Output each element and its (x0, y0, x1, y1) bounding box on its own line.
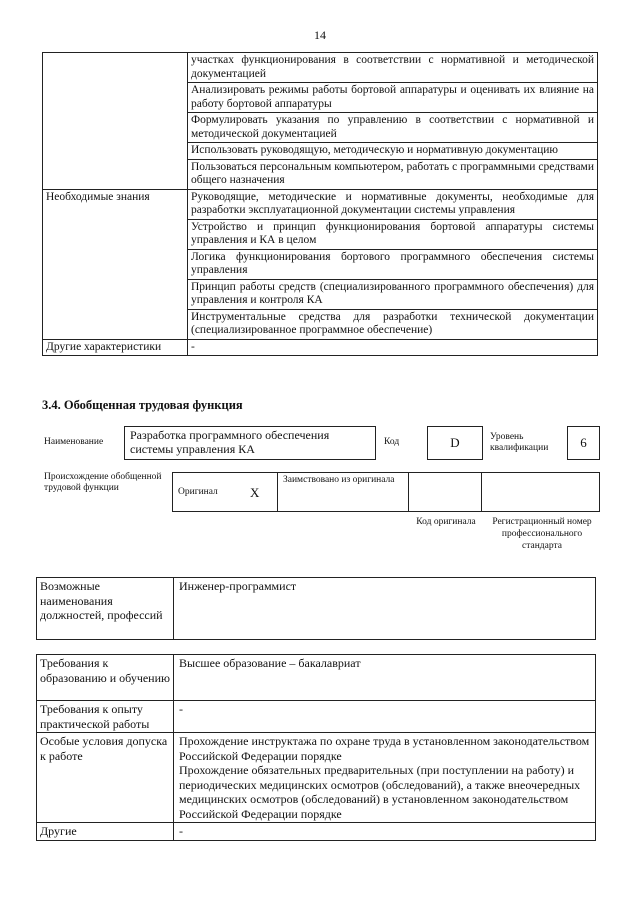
education-label: Требования к образованию и обучению (37, 655, 174, 701)
experience-value: - (174, 701, 596, 733)
origin-table (172, 472, 600, 512)
table-label: Другие характеристики (43, 339, 188, 356)
code-label: Код (384, 437, 400, 447)
original-mark: X (245, 473, 278, 512)
origin-label: Происхождение обобщенной трудовой функции (44, 472, 162, 493)
table-cell: участках функционирования в соответствии с нормативной и методической документацией (188, 53, 598, 83)
access-conditions-label: Особые условия допуска к работе (37, 733, 174, 823)
table-cell: Формулировать указания по управлению в соответствии с нормативной и методической документацией (188, 113, 598, 143)
function-name-box: Разработка программного обеспечения системы управления КА (124, 426, 376, 460)
positions-value: Инженер-программист (174, 578, 596, 640)
experience-label: Требования к опыту практической работы (37, 701, 174, 733)
skills-knowledge-table (42, 52, 598, 356)
table-cell: Руководящие, методические и нормативные документы, необходимые для разработки эксплуатационной документации системы управления (188, 189, 598, 219)
table-label (43, 53, 188, 190)
positions-label: Возможные наименования должностей, профессий (37, 578, 174, 640)
table-cell: Анализировать режимы работы бортовой аппаратуры и оценивать их влияние на работу бортовой аппаратуры (188, 83, 598, 113)
table-cell: Использовать руководящую, методическую и нормативную документацию (188, 143, 598, 160)
level-label: Уровень квалификации (490, 432, 549, 453)
table-cell: Принцип работы средств (специализированного программного обеспечения) для управления и контроля КА (188, 279, 598, 309)
page-number: 14 (314, 28, 326, 42)
section-title: 3.4. Обобщенная трудовая функция (42, 398, 243, 412)
original-label: Оригинал (173, 473, 246, 512)
table-cell: - (188, 339, 598, 356)
requirements-table (36, 654, 596, 841)
positions-table (36, 577, 596, 640)
other-value: - (174, 823, 596, 841)
table-cell: Устройство и принцип функционирования бортовой аппаратуры системы управления и КА в целом (188, 219, 598, 249)
other-label: Другие (37, 823, 174, 841)
registration-number-cell (482, 473, 600, 512)
access-conditions-value (174, 733, 596, 823)
access-condition-line: Прохождение обязательных предварительных (при поступлении на работу) и периодических медицинских осмотров (обследований), а также внеочередных медицинских осмотров (обследований) в установленном законодательством Российской Федерации порядке (179, 763, 581, 821)
qualification-level-box: 6 (567, 426, 600, 460)
education-value: Высшее образование – бакалавриат (174, 655, 596, 701)
table-label: Необходимые знания (43, 189, 188, 339)
function-code-box: D (427, 426, 483, 460)
table-cell: Пользоваться персональным компьютером, работать с программными средствами общего назначения (188, 159, 598, 189)
origin-code-cell (409, 473, 482, 512)
access-condition-line: Прохождение инструктажа по охране труда в установленном законодательством Российской Федерации порядке (179, 734, 590, 763)
registration-number-caption: Регистрационный номер профессионального стандарта (492, 517, 592, 551)
origin-code-caption: Код оригинала (416, 517, 476, 527)
name-label: Наименование (44, 437, 104, 447)
borrowed-label: Заимствовано из оригинала (278, 473, 409, 512)
table-cell: Логика функционирования бортового программного обеспечения системы управления (188, 249, 598, 279)
table-cell: Инструментальные средства для разработки технической документации (специализированное программное обеспечение) (188, 309, 598, 339)
